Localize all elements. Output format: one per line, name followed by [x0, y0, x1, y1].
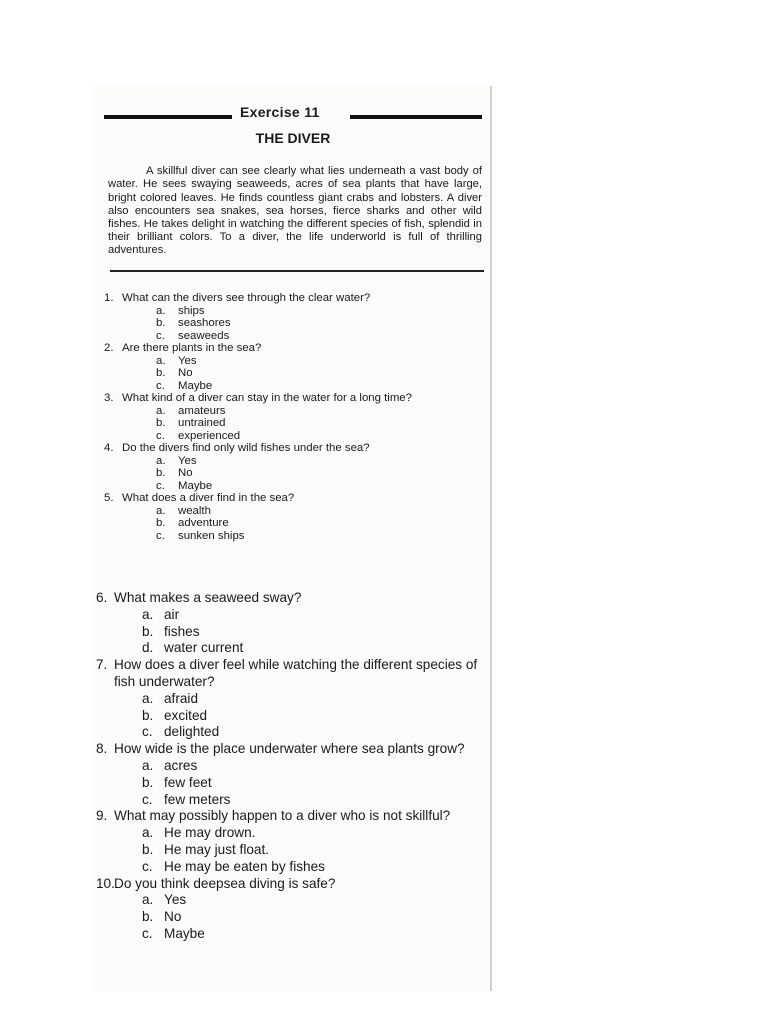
question-number: 1. — [104, 292, 114, 304]
option-letter: a. — [142, 892, 154, 908]
option-letter: b. — [156, 517, 166, 529]
answer-option — [156, 367, 484, 380]
option-letter: a. — [142, 825, 154, 841]
option-text: fishes — [164, 623, 200, 639]
question-text — [96, 590, 496, 607]
option-text: few feet — [164, 774, 212, 790]
answer-options — [104, 505, 484, 543]
question-text — [104, 492, 484, 505]
option-text: acres — [164, 757, 198, 773]
question-text — [96, 808, 496, 825]
answer-option — [156, 305, 484, 318]
answer-option — [142, 859, 496, 876]
question-prompt: What may possibly happen to a diver who is not skillful? — [114, 808, 451, 824]
option-letter: c. — [156, 479, 165, 492]
question-prompt: What makes a seaweed sway? — [114, 590, 302, 605]
exercise-header — [104, 104, 482, 126]
question-text — [96, 876, 496, 893]
option-text: He may just float. — [164, 841, 270, 857]
option-text: Yes — [164, 892, 187, 908]
option-text: wealth — [178, 504, 211, 517]
answer-option — [142, 842, 496, 859]
option-letter: b. — [142, 707, 154, 723]
question-item — [104, 292, 484, 342]
option-letter: c. — [156, 429, 165, 442]
answer-options — [104, 355, 484, 393]
answer-option — [156, 467, 484, 480]
question-number: 5. — [104, 492, 114, 504]
question-number: 10. — [96, 875, 115, 891]
question-prompt: How wide is the place underwater where sea plants grow? — [114, 741, 465, 757]
option-letter: c. — [142, 791, 153, 807]
option-text: untrained — [178, 417, 226, 429]
answer-option — [156, 355, 484, 368]
question-prompt: How does a diver feel while watching the different species of fish underwater? — [114, 657, 478, 689]
question-number: 7. — [96, 657, 108, 673]
option-text: sunken ships — [178, 529, 245, 542]
question-item — [96, 657, 496, 741]
question-prompt: What kind of a diver can stay in the water for a long time? — [122, 392, 412, 404]
answer-option — [142, 691, 496, 708]
option-letter: c. — [142, 858, 153, 874]
option-letter: a. — [142, 757, 154, 773]
option-text: few meters — [164, 791, 231, 807]
question-item — [104, 392, 484, 442]
option-text: Yes — [178, 354, 197, 367]
option-letter: b. — [156, 467, 166, 479]
question-number: 6. — [96, 590, 108, 605]
story-title: THE DIVER — [255, 130, 331, 146]
option-text: He may drown. — [164, 825, 256, 841]
answer-option — [156, 480, 484, 493]
header-rule-left — [104, 115, 232, 119]
option-letter: c. — [142, 925, 153, 941]
answer-options — [96, 607, 496, 657]
question-prompt: What can the divers see through the clear water? — [122, 292, 371, 304]
option-text: seaweeds — [178, 329, 230, 342]
option-text: water current — [164, 640, 244, 656]
option-letter: a. — [156, 504, 166, 517]
questions-part-2 — [96, 590, 496, 943]
option-text: ships — [178, 304, 205, 317]
answer-option — [156, 430, 484, 443]
question-text — [104, 442, 484, 455]
answer-option — [142, 758, 496, 775]
question-item — [96, 741, 496, 808]
answer-option — [142, 926, 496, 943]
option-letter: b. — [142, 774, 154, 790]
option-text: Yes — [178, 454, 197, 467]
answer-option — [142, 892, 496, 909]
option-letter: b. — [142, 623, 154, 639]
question-text — [104, 392, 484, 405]
option-text: experienced — [178, 429, 241, 442]
answer-options — [96, 758, 496, 808]
option-letter: c. — [156, 329, 165, 342]
answer-option — [156, 405, 484, 418]
option-text: air — [164, 606, 180, 622]
answer-option — [156, 505, 484, 518]
answer-options — [104, 455, 484, 493]
option-text: No — [164, 909, 182, 925]
option-text: excited — [164, 707, 208, 723]
question-prompt: Are there plants in the sea? — [122, 342, 262, 354]
question-number: 4. — [104, 442, 114, 454]
question-item — [104, 442, 484, 492]
answer-option — [142, 624, 496, 641]
option-letter: c. — [142, 724, 153, 740]
option-letter: a. — [156, 304, 166, 317]
answer-options — [96, 825, 496, 875]
answer-option — [156, 317, 484, 330]
question-item — [96, 808, 496, 875]
option-letter: b. — [142, 909, 154, 925]
option-letter: b. — [156, 417, 166, 429]
option-letter: a. — [156, 404, 166, 417]
option-text: afraid — [164, 690, 199, 706]
passage-divider — [110, 270, 484, 272]
question-number: 8. — [96, 741, 108, 757]
option-text: delighted — [164, 724, 220, 740]
reading-passage: A skillful diver can see clearly what lies underneath a vast body of water. He sees swaying seaweeds, acres of sea plants that have large, bright colored leaves. He finds countless giant crabs and lobsters. A diver also encounters sea snakes, sea horses, fierce sharks and other wild fishes. He takes delight in watching the different species of fish, splendid in their brilliant colors. To a diver, the life underworld is full of thrilling adventures. — [108, 165, 482, 257]
answer-options — [104, 405, 484, 443]
option-text: adventure — [178, 517, 229, 529]
question-text — [96, 741, 496, 758]
answer-option — [142, 724, 496, 741]
option-text: No — [178, 367, 193, 379]
question-item — [96, 876, 496, 943]
option-text: seashores — [178, 317, 231, 329]
option-letter: a. — [156, 354, 166, 367]
question-number: 9. — [96, 808, 108, 824]
answer-option — [142, 909, 496, 926]
answer-option — [156, 455, 484, 468]
header-rule-right — [350, 115, 482, 119]
option-text: Maybe — [178, 479, 213, 492]
answer-option — [156, 530, 484, 543]
question-text — [96, 657, 496, 691]
answer-option — [142, 792, 496, 809]
question-number: 2. — [104, 342, 114, 354]
option-letter: b. — [156, 317, 166, 329]
question-prompt: What does a diver find in the sea? — [122, 492, 295, 504]
answer-options — [96, 691, 496, 741]
question-item — [104, 492, 484, 542]
option-text: He may be eaten by fishes — [164, 858, 325, 874]
option-letter: c. — [156, 529, 165, 542]
option-letter: d. — [142, 640, 154, 656]
answer-option — [142, 607, 496, 624]
option-letter: a. — [142, 606, 154, 622]
question-prompt: Do the divers find only wild fishes under the sea? — [122, 442, 370, 454]
option-letter: a. — [156, 454, 166, 467]
answer-option — [156, 380, 484, 393]
question-text — [104, 342, 484, 355]
option-text: Maybe — [178, 379, 213, 392]
question-item — [104, 342, 484, 392]
answer-option — [142, 708, 496, 725]
option-letter: a. — [142, 690, 154, 706]
answer-option — [142, 640, 496, 657]
option-letter: b. — [156, 367, 166, 379]
answer-options — [104, 305, 484, 343]
question-prompt: Do you think deepsea diving is safe? — [114, 875, 336, 891]
option-text: amateurs — [178, 404, 226, 417]
answer-options — [96, 892, 496, 942]
question-item — [96, 590, 496, 657]
option-text: No — [178, 467, 193, 479]
answer-option — [142, 775, 496, 792]
exercise-label: Exercise 11 — [240, 104, 320, 120]
option-letter: b. — [142, 841, 154, 857]
question-text — [104, 292, 484, 305]
option-text: Maybe — [164, 925, 205, 941]
questions-part-1 — [104, 292, 484, 542]
answer-option — [156, 417, 484, 430]
question-number: 3. — [104, 392, 114, 404]
answer-option — [156, 517, 484, 530]
answer-option — [156, 330, 484, 343]
option-letter: c. — [156, 379, 165, 392]
answer-option — [142, 825, 496, 842]
